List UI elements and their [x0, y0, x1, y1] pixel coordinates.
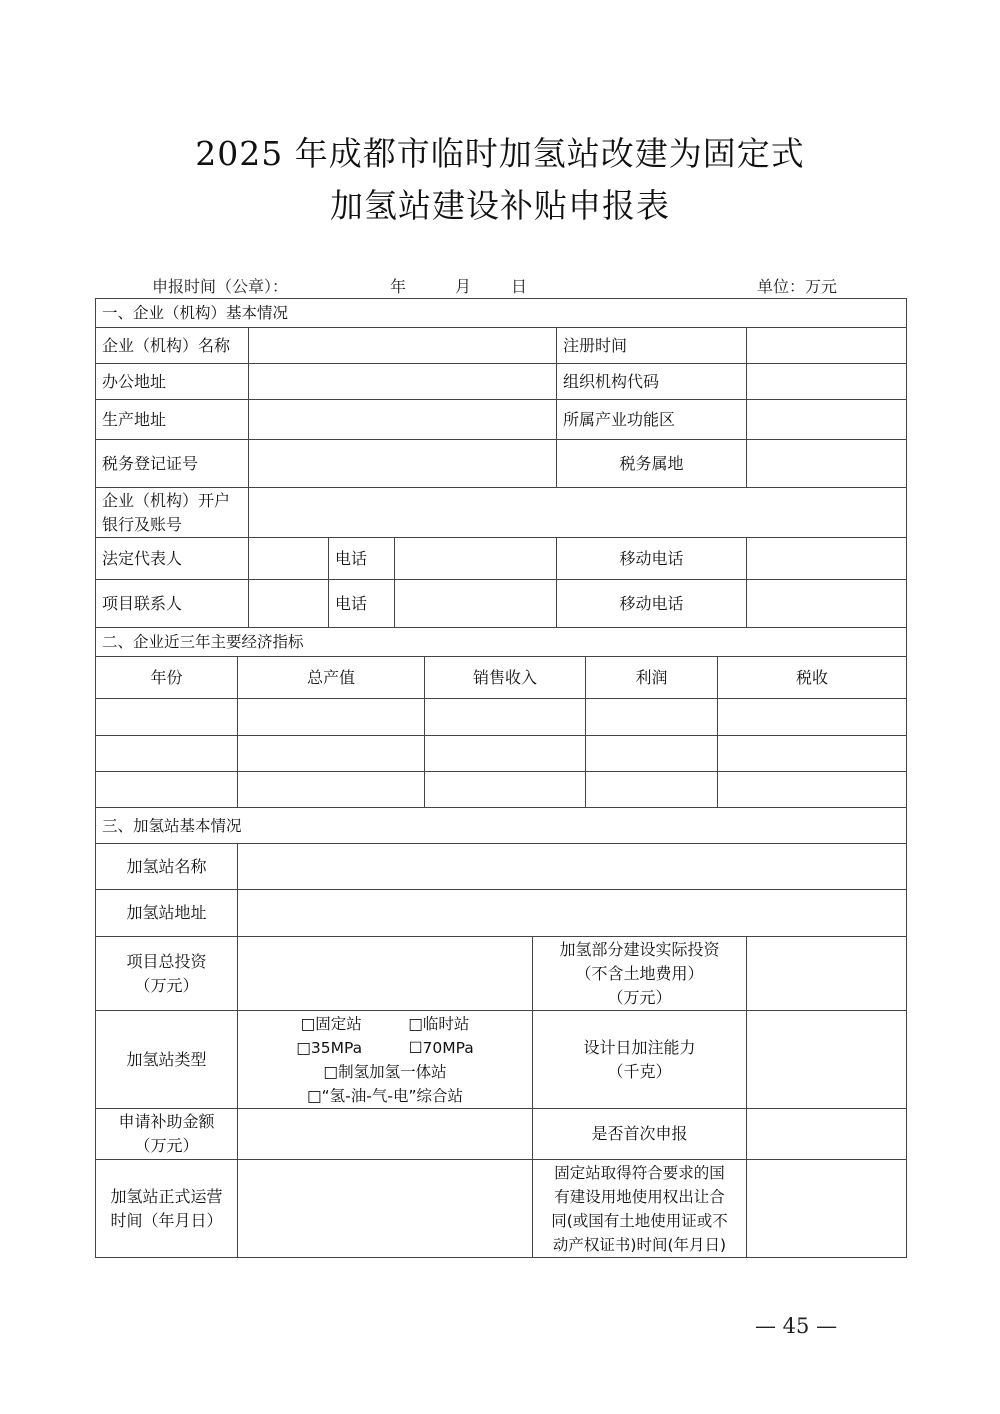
- station-addr-label: 加氢站地址: [96, 890, 238, 937]
- h2-invest-line-2: （不含土地费用）: [575, 963, 704, 983]
- cell-field[interactable]: [96, 736, 238, 772]
- cell-field[interactable]: [238, 699, 425, 736]
- total-invest-line-1: 项目总投资: [126, 951, 207, 971]
- op-time-field[interactable]: [238, 1160, 533, 1258]
- col-sales-header: 销售收入: [425, 657, 586, 699]
- bank-account-label: [96, 488, 249, 538]
- col-profit-header: 利润: [586, 657, 718, 699]
- capacity-line-2: （千克）: [607, 1061, 672, 1081]
- total-invest-label: [96, 937, 238, 1011]
- legal-rep-mobile-label: 移动电话: [557, 538, 747, 580]
- org-code-field[interactable]: [747, 364, 907, 400]
- station-addr-field[interactable]: [238, 890, 907, 937]
- type-option-integrated[interactable]: □“氢-油-气-电”综合站: [307, 1086, 463, 1105]
- col-output-header: 总产值: [238, 657, 425, 699]
- legal-rep-label: 法定代表人: [96, 538, 249, 580]
- industry-zone-label: 所属产业功能区: [557, 400, 747, 440]
- table-row: [96, 736, 907, 772]
- cell-field[interactable]: [238, 736, 425, 772]
- land-line-1: 固定站取得符合要求的国: [554, 1163, 725, 1182]
- cell-field[interactable]: [718, 772, 907, 808]
- h2-invest-label: [533, 937, 747, 1011]
- col-year-header: 年份: [96, 657, 238, 699]
- reg-time-label: 注册时间: [557, 328, 747, 364]
- cell-field[interactable]: [96, 699, 238, 736]
- h2-invest-line-1: 加氢部分建设实际投资: [559, 939, 720, 959]
- subsidy-field[interactable]: [238, 1109, 533, 1160]
- first-apply-field[interactable]: [747, 1109, 907, 1160]
- cell-field[interactable]: [238, 772, 425, 808]
- land-line-2: 有建设用地使用权出让合: [554, 1187, 725, 1206]
- month-label: 月: [455, 277, 472, 296]
- bank-label-line-2: 银行及账号: [102, 514, 183, 534]
- subsidy-line-2: （万元）: [134, 1136, 199, 1155]
- basic-info-table: [95, 298, 907, 628]
- cell-field[interactable]: [425, 772, 586, 808]
- cell-field[interactable]: [425, 736, 586, 772]
- contact-mobile-field[interactable]: [747, 580, 907, 628]
- prod-addr-label: 生产地址: [96, 400, 249, 440]
- prod-addr-field[interactable]: [249, 400, 557, 440]
- cell-field[interactable]: [96, 772, 238, 808]
- day-label: 日: [511, 277, 528, 296]
- contact-label: 项目联系人: [96, 580, 249, 628]
- op-time-line-2: 时间（年月日）: [110, 1210, 223, 1230]
- section-1-header: 一、企业（机构）基本情况: [96, 299, 907, 328]
- section-3-header: 三、加氢站基本情况: [96, 808, 907, 844]
- bank-account-field[interactable]: [249, 488, 907, 538]
- land-line-3: 同(或国有土地使用证或不: [551, 1211, 728, 1230]
- type-option-fixed-temp[interactable]: □固定站 □临时站: [300, 1014, 470, 1033]
- economic-indicators-table: [95, 627, 907, 808]
- cell-field[interactable]: [718, 699, 907, 736]
- contact-phone-field[interactable]: [395, 580, 557, 628]
- station-name-label: 加氢站名称: [96, 844, 238, 890]
- station-type-label: 加氢站类型: [96, 1011, 238, 1109]
- office-addr-field[interactable]: [249, 364, 557, 400]
- legal-rep-field[interactable]: [249, 538, 329, 580]
- section-2-header: 二、企业近三年主要经济指标: [96, 628, 907, 657]
- cell-field[interactable]: [586, 699, 718, 736]
- type-option-production[interactable]: □制氢加氢一体站: [323, 1062, 447, 1081]
- total-invest-field[interactable]: [238, 937, 533, 1011]
- form-title-line-1: 2025 年成都市临时加氢站改建为固定式: [195, 134, 805, 173]
- station-name-field[interactable]: [238, 844, 907, 890]
- subsidy-line-1: 申请补助金额: [118, 1112, 215, 1131]
- industry-zone-field[interactable]: [747, 400, 907, 440]
- h2-invest-line-3: （万元）: [607, 987, 672, 1007]
- company-name-label: 企业（机构）名称: [96, 328, 249, 364]
- legal-rep-mobile-field[interactable]: [747, 538, 907, 580]
- page-number: — 45 —: [755, 1314, 838, 1338]
- first-apply-label: 是否首次申报: [533, 1109, 747, 1160]
- subsidy-label: [96, 1109, 238, 1160]
- bank-label-line-1: 企业（机构）开户: [102, 490, 231, 510]
- tax-location-field[interactable]: [747, 440, 907, 488]
- legal-rep-phone-label: 电话: [329, 538, 395, 580]
- col-tax-header: 税收: [718, 657, 907, 699]
- declare-time-label: 申报时间（公章）：: [152, 277, 289, 296]
- capacity-line-1: 设计日加注能力: [583, 1037, 696, 1057]
- total-invest-line-2: （万元）: [134, 975, 199, 995]
- station-info-table: [95, 807, 907, 1258]
- tax-location-label: 税务属地: [557, 440, 747, 488]
- table-row: [96, 699, 907, 736]
- land-right-field[interactable]: [747, 1160, 907, 1258]
- unit-label: 单位：万元: [757, 277, 838, 296]
- company-name-field[interactable]: [249, 328, 557, 364]
- contact-phone-label: 电话: [329, 580, 395, 628]
- land-line-4: 动产权证书)时间(年月日): [552, 1235, 727, 1254]
- tax-reg-label: 税务登记证号: [96, 440, 249, 488]
- reg-time-field[interactable]: [747, 328, 907, 364]
- capacity-field[interactable]: [747, 1011, 907, 1109]
- contact-field[interactable]: [249, 580, 329, 628]
- type-option-pressure[interactable]: □35MPa ☐70MPa: [296, 1038, 474, 1057]
- cell-field[interactable]: [586, 772, 718, 808]
- h2-invest-field[interactable]: [747, 937, 907, 1011]
- cell-field[interactable]: [425, 699, 586, 736]
- tax-reg-field[interactable]: [249, 440, 557, 488]
- cell-field[interactable]: [586, 736, 718, 772]
- capacity-label: [533, 1011, 747, 1109]
- op-time-label: [96, 1160, 238, 1258]
- form-title-line-2: 加氢站建设补贴申报表: [330, 186, 670, 225]
- op-time-line-1: 加氢站正式运营: [110, 1186, 223, 1206]
- cell-field[interactable]: [718, 736, 907, 772]
- org-code-label: 组织机构代码: [557, 364, 747, 400]
- contact-mobile-label: 移动电话: [557, 580, 747, 628]
- table-row: [96, 772, 907, 808]
- office-addr-label: 办公地址: [96, 364, 249, 400]
- land-right-label: [533, 1160, 747, 1258]
- legal-rep-phone-field[interactable]: [395, 538, 557, 580]
- year-label: 年: [390, 277, 407, 296]
- station-type-options: [238, 1011, 533, 1109]
